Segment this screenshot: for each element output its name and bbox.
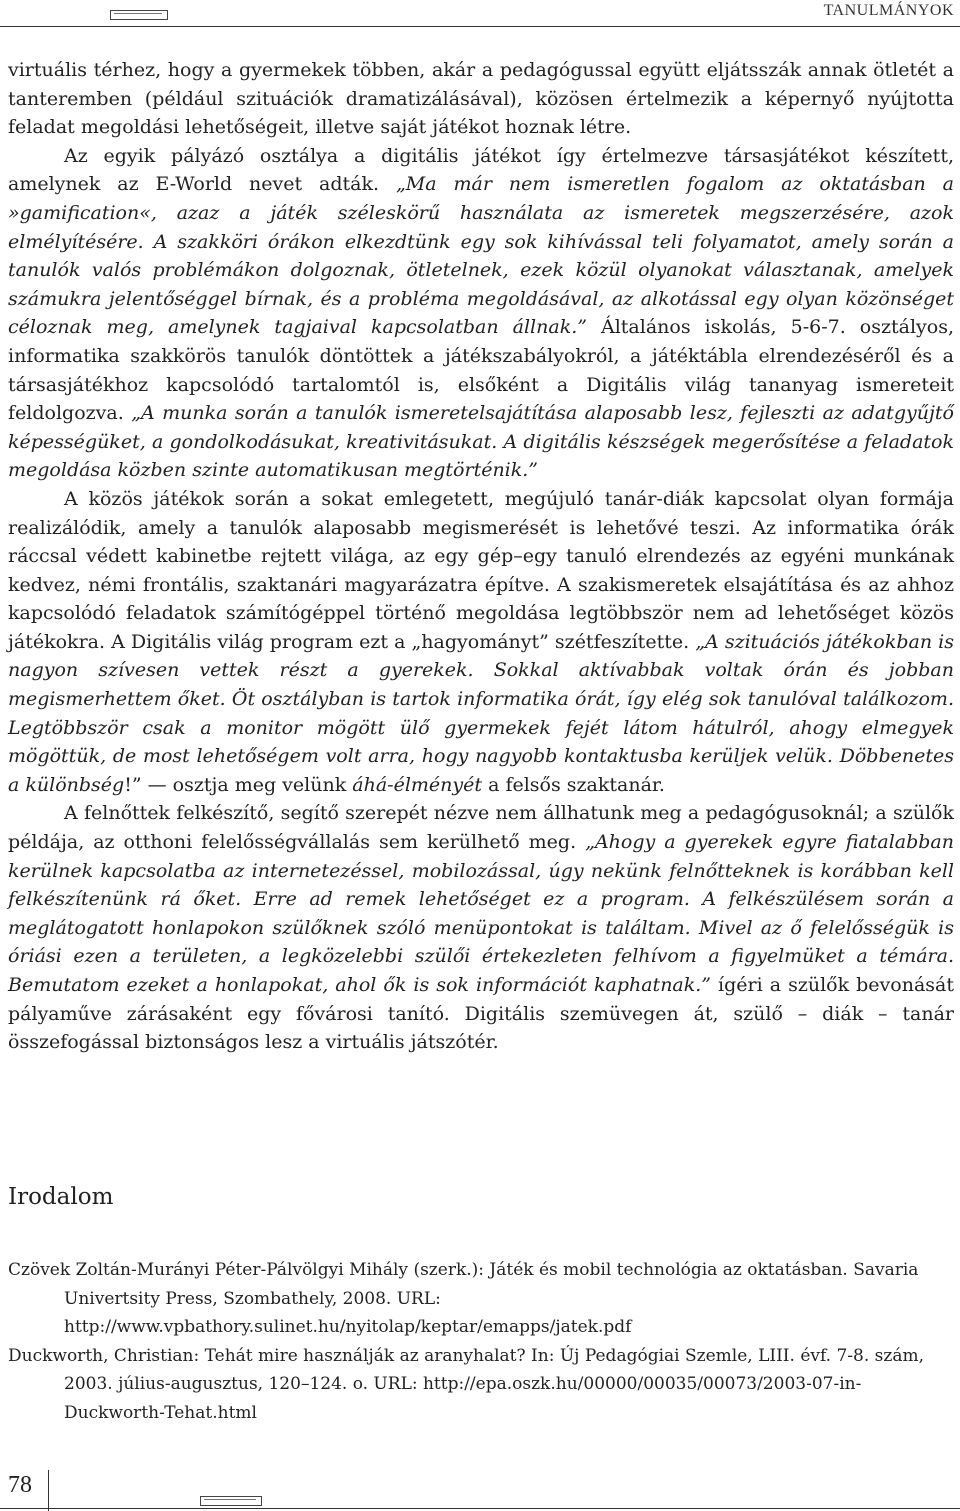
paragraph-text: Az egyik pályázó osztálya a digitális játékot így értelmezve társasjátékot készített, amelynek az E-World nevet adták. xyxy=(8,144,954,196)
quoted-text: áhá-élményét xyxy=(352,773,483,796)
quoted-text: „Ahogy a gyerekek egyre fiatalabban kerülnek kapcsolatba az internetezéssel, mobilozással, úgy nekünk felnőtteknek is korábban kell felkészítenünk rá őket. Erre ad remek lehetőséget ez a program. A felkészülésem során a meglátogatott honlapokon szülőknek szóló menüpontokat is találtam. Mivel az ő felelősségük is óriási ezen a területen, a legközelebbi szülői értekezleten felhívom a figyelmüket a témára. Bemutatom ezeket a honlapokat, ahol ők is sok információt kaphatnak.” xyxy=(8,831,954,996)
page-number: 78 xyxy=(8,1472,32,1498)
paragraph-text: Általános iskolás, 5-6-7. osztályos, informatika szakkörös tanulók döntöttek a játékszabályokról, a játéktábla elrendezéséről és a társasjátékhoz kapcsolódó tartalomtól is, elsőként a Digitális világ tananyag ismereteit feldolgozva. xyxy=(8,316,954,425)
body-paragraph xyxy=(8,799,954,1056)
footer-divider xyxy=(48,1470,49,1511)
paragraph-text: A közös játékok során a sokat emlegetett, megújuló tanár-diák kapcsolat olyan formája realizálódik, amely a tanulók alaposabb megismerését is lehetővé teszi. Az informatika órák ráccsal védett kabinetbe rejtett világa, az egy gép–egy tanuló elrendezés az egyéni munkának kedvez, némi frontális, szaktanári magyarázatra építve. A szakismeretek elsajátítása és az ahhoz kapcsolódó feladatok számítógéppel történő megoldása legtöbbször nem ad lehetőséget közös játékokra. A Digitális világ program ezt a „hagyományt” szétfeszítette. xyxy=(8,487,954,653)
reference-item: Czövek Zoltán-Murányi Péter-Pálvölgyi Mihály (szerk.): Játék és mobil technológia az oktatásban. Savaria Univertsity Press, Szombathely, 2008. URL: http://www.vpbathory.sulinet.hu/nyitolap/keptar/emapps/jatek.pdf xyxy=(8,1260,919,1337)
paragraph-text: !” — osztja meg velünk xyxy=(124,773,353,796)
paragraph-text: a felsős szaktanár. xyxy=(482,773,665,796)
paragraph-text: A felnőttek felkészítő, segítő szerepét nézve nem állhatunk meg a pedagógusoknál; a szülők példája, az otthoni felelősségvállalás sem kerülhető meg. xyxy=(8,802,954,854)
article-body xyxy=(8,56,954,1057)
paragraph-text: virtuális térhez, hogy a gyermekek többen, akár a pedagógussal együtt eljátsszák annak ötletét a tanteremben (például szituációk dramatizálásával), közösen értelmezik a képernyő nyújtotta feladat megoldási lehetőségeit, illetve saját játékot hoznak létre. xyxy=(8,59,954,139)
body-paragraph xyxy=(8,142,954,485)
reference-item: Duckworth, Christian: Tehát mire használják az aranyhalat? In: Új Pedagógiai Szemle, LIII. évf. 7-8. szám, 2003. július-augusztus, 120–124. o. URL: http://epa.oszk.hu/00000/00035/00073/2003-07-in-Duckworth-Tehat.html xyxy=(8,1345,924,1423)
body-paragraph xyxy=(8,485,954,800)
quoted-text: „Ma már nem ismeretlen fogalom az oktatásban a »gamification«, azaz a játék széleskörű használata az ismeretek megszerzésére, azok elmélyítésére. A szakköri órákon elkezdtünk egy sok kihívással teli folyamatot, amely során a tanulók valós problémákon dolgoznak, ötletelnek, ezek közül olyanokat választanak, amelyek számukra jelentőséggel bírnak, és a probléma megoldásával, az alkotással egy olyan közönséget céloznak meg, amelynek tagjaival kapcsolatban állnak.” xyxy=(8,173,954,339)
footer-decoration xyxy=(200,1496,262,1506)
references-list xyxy=(8,1256,954,1427)
footer-rule xyxy=(0,1508,960,1509)
header-rule xyxy=(0,26,960,27)
quoted-text: „A munka során a tanulók ismeretelsajátítása alaposabb lesz, fejleszti az adatgyűjtő képességüket, a gondolkodásukat, kreativitásukat. A digitális készségek megerősítése a feladatok megoldása közben szinte automatikusan megtörténik.” xyxy=(8,402,954,482)
body-paragraph xyxy=(8,56,954,142)
section-label: TANULMÁNYOK xyxy=(823,2,954,19)
paragraph-text: ígéri a szülők bevonását pályaműve zárásaként egy fővárosi tanító. Digitális szemüvegen át, szülő – diák – tanár összefogással biztonságos lesz a virtuális játszótér. xyxy=(8,974,955,1054)
header-decoration xyxy=(110,10,168,20)
quoted-text: „A szituációs játékokban is nagyon szívesen vettek részt a gyerekek. Sokkal aktívabbak voltak órán és jobban megismerhettem őket. Öt osztályban is tartok informatika órát, így elég sok tanulóval találkozom. Legtöbbször csak a monitor mögött ülő gyermekek fejét látom hátulról, ahogy elmegyek mögöttük, de most lehetőségem volt arra, hogy nagyobb kontaktusba kerüljek velük. Döbbenetes a különbség xyxy=(8,630,955,796)
references-heading: Irodalom xyxy=(8,1184,114,1210)
